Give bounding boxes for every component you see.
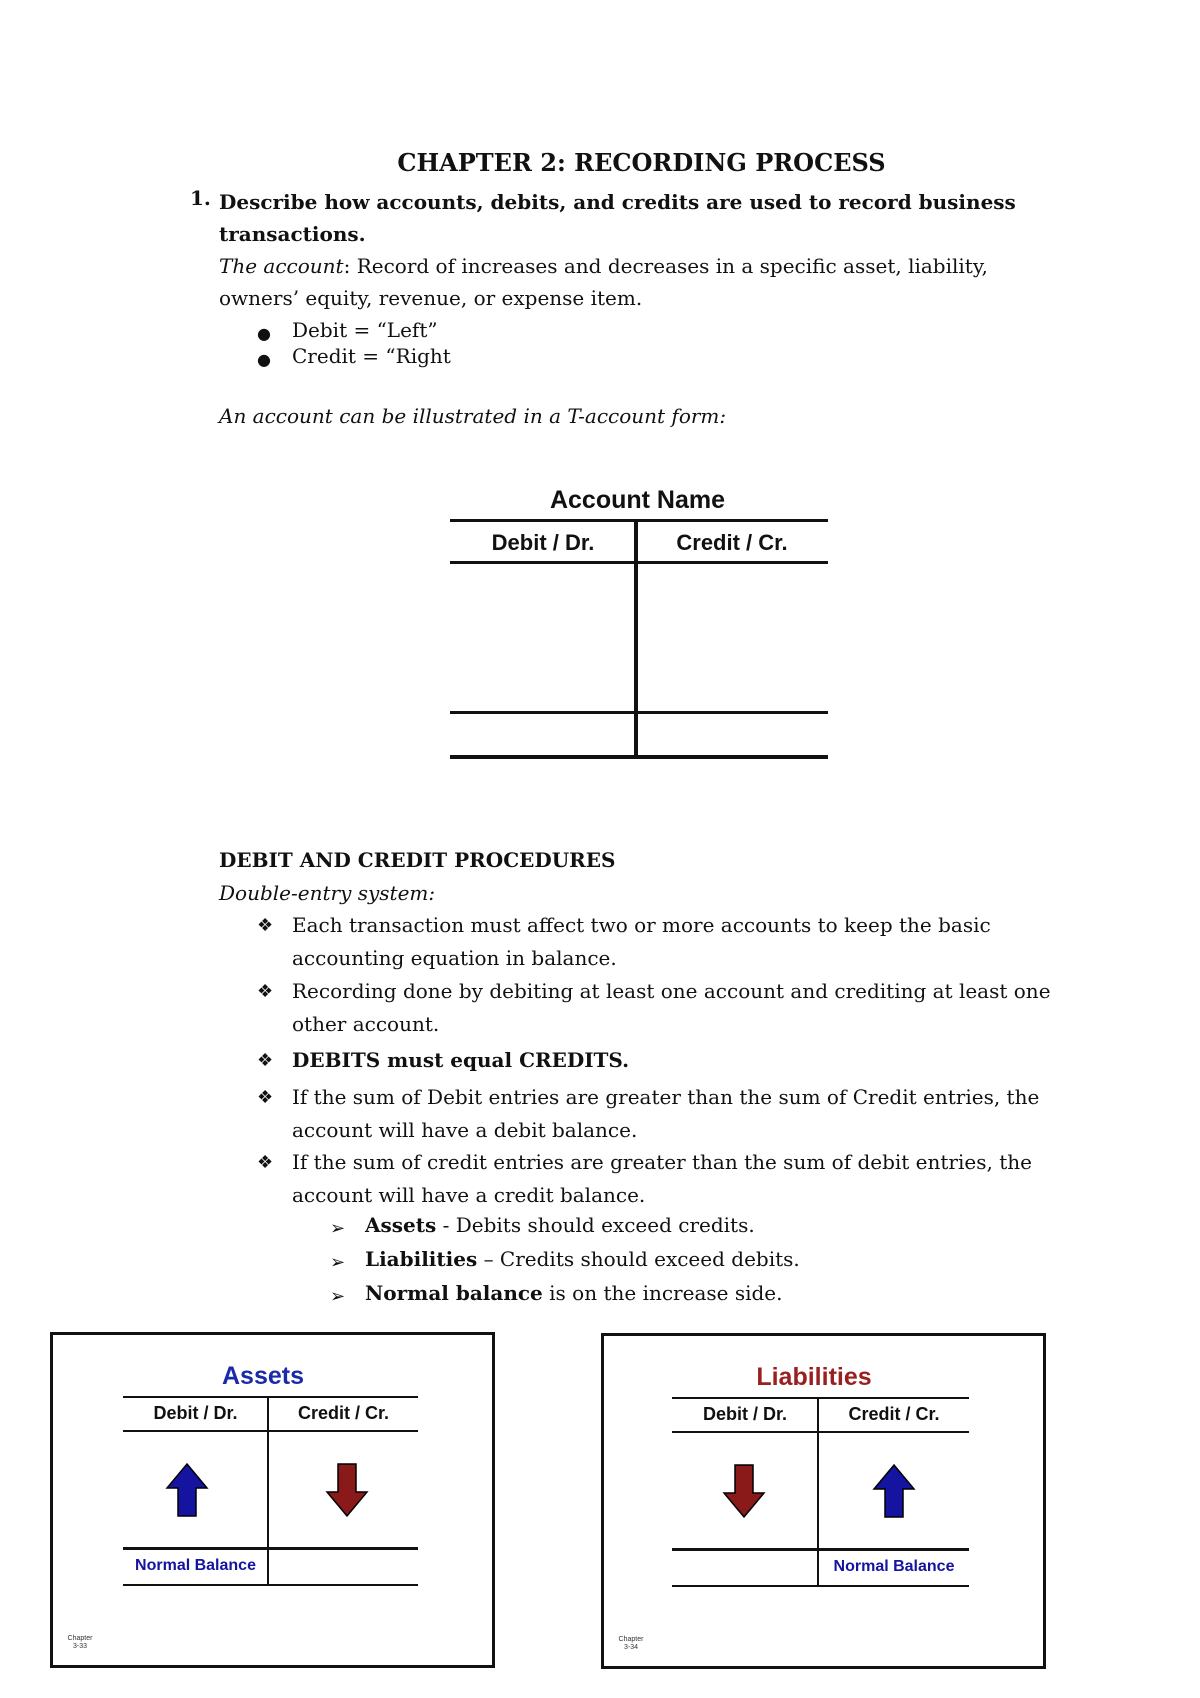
assets-chart (50, 1332, 495, 1668)
sub-item-text: - Debits should exceed credits. (436, 1213, 755, 1237)
t-account-top-rule (450, 519, 828, 522)
procedure-item: Each transaction must affect two or more accounts to keep the basic accounting equation in balance. (292, 913, 991, 970)
diamond-bullet-icon: ❖ (257, 1050, 274, 1071)
assets-total-rule (123, 1547, 418, 1550)
bullet-debit: Debit = “Left” (292, 318, 438, 342)
assets-debit-header: Debit / Dr. (153, 1403, 238, 1423)
bullet-icon: ● (257, 350, 271, 369)
procedures-heading: DEBIT AND CREDIT PROCEDURES (219, 848, 616, 872)
liabilities-credit-header: Credit / Cr. (848, 1404, 940, 1424)
t-account-center-line (634, 519, 638, 759)
t-account-intro: An account can be illustrated in a T-account form: (219, 404, 727, 428)
liabilities-total-rule (672, 1548, 969, 1551)
question-number: 1. (190, 186, 211, 210)
assets-normal-balance: Normal Balance (135, 1557, 256, 1574)
assets-credit-header: Credit / Cr. (297, 1403, 390, 1423)
assets-chart-title: Assets (222, 1362, 304, 1390)
t-account-credit-header: Credit / Cr. (676, 530, 788, 555)
chapter-title: CHAPTER 2: RECORDING PROCESS (397, 148, 886, 177)
down-arrow-icon (325, 1462, 369, 1518)
diamond-bullet-icon: ❖ (257, 981, 274, 1002)
diamond-bullet-icon: ❖ (257, 1087, 274, 1108)
liabilities-bottom-rule (672, 1585, 969, 1587)
up-arrow-icon (872, 1463, 916, 1519)
account-definition-text: : Record of increases and decreases in a specific asset, liability, owners’ equity, revenue, or expense item. (219, 254, 988, 310)
sub-item (365, 1247, 800, 1271)
liabilities-normal-balance: Normal Balance (833, 1558, 955, 1575)
liabilities-debit-header: Debit / Dr. (702, 1404, 787, 1424)
double-entry-label: Double-entry system: (219, 881, 436, 905)
procedure-item: If the sum of credit entries are greater than the sum of debit entries, the account will have a credit balance. (292, 1150, 1032, 1207)
bullet-credit: Credit = “Right (292, 344, 451, 368)
procedure-item: Recording done by debiting at least one account and crediting at least one other account. (292, 979, 1051, 1036)
assets-footer (60, 1635, 100, 1651)
down-arrow-icon (722, 1463, 766, 1519)
arrow-bullet-icon: ➢ (330, 1286, 346, 1307)
procedure-item: DEBITS must equal CREDITS. (292, 1048, 630, 1072)
up-arrow-icon (165, 1462, 209, 1518)
assets-header-rule (123, 1430, 418, 1432)
liabilities-chart-title: Liabilities (756, 1363, 872, 1391)
diamond-bullet-icon: ❖ (257, 1152, 274, 1173)
liabilities-header-rule (672, 1431, 969, 1433)
t-account-name: Account Name (549, 486, 726, 514)
t-account-total-rule (450, 711, 828, 714)
t-account-bottom-rule (450, 755, 828, 759)
sub-item (365, 1213, 755, 1237)
bullet-icon: ● (257, 324, 271, 343)
sub-item-term: Assets (365, 1213, 437, 1237)
liabilities-top-rule (672, 1397, 969, 1399)
liabilities-footer-page: 3-34 (623, 1644, 638, 1651)
diamond-bullet-icon: ❖ (257, 915, 274, 936)
sub-item-text: – Credits should exceed debits. (477, 1247, 800, 1271)
account-definition (219, 250, 1049, 314)
t-account-debit-header: Debit / Dr. (491, 530, 595, 555)
liabilities-chart (601, 1333, 1046, 1669)
assets-footer-page: 3-33 (72, 1643, 87, 1650)
t-account-header-rule (450, 561, 828, 564)
arrow-bullet-icon: ➢ (330, 1252, 346, 1273)
arrow-bullet-icon: ➢ (330, 1218, 346, 1239)
procedure-item: If the sum of Debit entries are greater than the sum of Credit entries, the account will have a debit balance. (292, 1085, 1040, 1142)
assets-top-rule (123, 1396, 418, 1398)
sub-item-term: Normal balance (365, 1281, 543, 1305)
assets-footer-chapter: Chapter (67, 1635, 93, 1642)
question-text: Describe how accounts, debits, and credits are used to record business transactions. (219, 190, 1016, 246)
liabilities-footer (611, 1636, 651, 1652)
sub-item (365, 1281, 782, 1305)
sub-item-term: Liabilities (365, 1247, 478, 1271)
liabilities-footer-chapter: Chapter (618, 1636, 644, 1643)
assets-bottom-rule (123, 1584, 418, 1586)
account-term: The account (219, 254, 344, 278)
sub-item-text: is on the increase side. (542, 1281, 783, 1305)
